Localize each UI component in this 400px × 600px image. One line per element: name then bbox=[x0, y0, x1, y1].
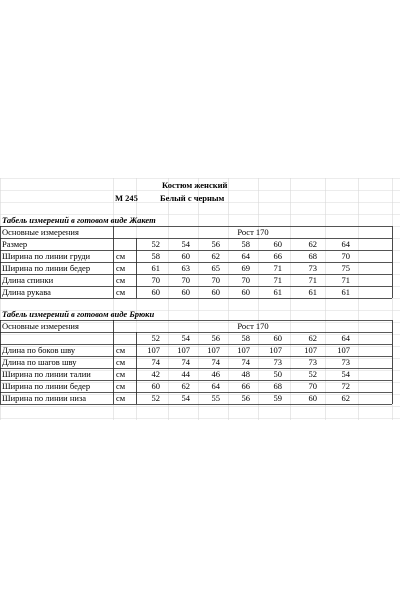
measurement-value: 74 bbox=[181, 357, 190, 367]
size-value: 60 bbox=[273, 239, 282, 249]
measurement-value: 70 bbox=[151, 275, 160, 285]
measurement-label: Длина по шагов шву bbox=[2, 357, 77, 367]
model-color: Белый с черным bbox=[160, 193, 225, 203]
size-value: 62 bbox=[308, 239, 317, 249]
measurement-value: 73 bbox=[341, 357, 350, 367]
measurement-value: 71 bbox=[273, 275, 282, 285]
size-value: 64 bbox=[341, 239, 350, 249]
measurement-value: 58 bbox=[151, 251, 160, 261]
measurement-value: 52 bbox=[151, 393, 160, 403]
measurement-value: 60 bbox=[181, 287, 190, 297]
size-value: 58 bbox=[241, 333, 250, 343]
measurement-value: 65 bbox=[211, 263, 220, 273]
measurement-value: 54 bbox=[181, 393, 190, 403]
measurement-value: 70 bbox=[308, 381, 317, 391]
document-title: Костюм женский bbox=[162, 180, 228, 190]
size-value: 52 bbox=[151, 239, 160, 249]
size-value: 56 bbox=[211, 239, 220, 249]
measurement-value: 60 bbox=[241, 287, 250, 297]
trousers-header-label: Основные измерения bbox=[2, 321, 79, 331]
measurement-value: 74 bbox=[151, 357, 160, 367]
size-value: 56 bbox=[211, 333, 220, 343]
measurement-unit: см bbox=[116, 357, 126, 367]
size-value: 58 bbox=[241, 239, 250, 249]
measurement-label: Длина рукава bbox=[2, 287, 51, 297]
measurement-label: Длина спинки bbox=[2, 275, 54, 285]
measurement-unit: см bbox=[116, 345, 126, 355]
measurement-value: 46 bbox=[211, 369, 220, 379]
measurement-value: 74 bbox=[241, 357, 250, 367]
measurement-value: 68 bbox=[273, 381, 282, 391]
measurement-value: 66 bbox=[241, 381, 250, 391]
measurement-value: 73 bbox=[308, 357, 317, 367]
measurement-value: 61 bbox=[341, 287, 350, 297]
measurement-label: Ширина по линии бедер bbox=[2, 263, 91, 273]
trousers-height-label: Рост 170 bbox=[237, 321, 269, 331]
measurement-unit: см bbox=[116, 275, 126, 285]
measurement-value: 107 bbox=[207, 345, 220, 355]
measurement-value: 64 bbox=[241, 251, 250, 261]
measurement-value: 73 bbox=[308, 263, 317, 273]
measurement-value: 61 bbox=[151, 263, 160, 273]
size-value: 64 bbox=[341, 333, 350, 343]
measurement-value: 50 bbox=[273, 369, 282, 379]
measurement-value: 66 bbox=[273, 251, 282, 261]
measurement-value: 54 bbox=[341, 369, 350, 379]
measurement-value: 70 bbox=[211, 275, 220, 285]
measurement-value: 69 bbox=[241, 263, 250, 273]
measurement-unit: см bbox=[116, 251, 126, 261]
model-number: М 245 bbox=[115, 193, 138, 203]
measurement-value: 48 bbox=[241, 369, 250, 379]
measurement-value: 55 bbox=[211, 393, 220, 403]
measurement-value: 62 bbox=[181, 381, 190, 391]
measurement-label: Ширина по линии груди bbox=[2, 251, 91, 261]
measurement-unit: см bbox=[116, 393, 126, 403]
measurement-value: 60 bbox=[151, 287, 160, 297]
measurement-value: 70 bbox=[181, 275, 190, 285]
jacket-height-label: Рост 170 bbox=[237, 227, 269, 237]
jacket-table-caption: Табель измерений в готовом виде Жакет bbox=[2, 215, 156, 225]
measurement-value: 60 bbox=[308, 393, 317, 403]
size-value: 62 bbox=[308, 333, 317, 343]
measurement-value: 107 bbox=[177, 345, 190, 355]
measurement-value: 52 bbox=[308, 369, 317, 379]
measurement-value: 63 bbox=[181, 263, 190, 273]
measurement-value: 71 bbox=[273, 263, 282, 273]
measurement-value: 71 bbox=[341, 275, 350, 285]
measurement-value: 62 bbox=[211, 251, 220, 261]
jacket-size-label: Размер bbox=[2, 239, 28, 249]
measurement-value: 107 bbox=[304, 345, 317, 355]
measurement-value: 60 bbox=[181, 251, 190, 261]
measurement-value: 62 bbox=[341, 393, 350, 403]
measurement-label: Ширина по линии низа bbox=[2, 393, 87, 403]
measurement-value: 70 bbox=[241, 275, 250, 285]
jacket-header-label: Основные измерения bbox=[2, 227, 79, 237]
size-value: 60 bbox=[273, 333, 282, 343]
measurement-label: Ширина по линии бедер bbox=[2, 381, 91, 391]
measurement-label: Длина по боков шву bbox=[2, 345, 76, 355]
measurement-value: 64 bbox=[211, 381, 220, 391]
measurement-value: 44 bbox=[181, 369, 190, 379]
measurement-value: 107 bbox=[237, 345, 250, 355]
measurement-unit: см bbox=[116, 287, 126, 297]
size-value: 54 bbox=[181, 333, 190, 343]
measurement-value: 42 bbox=[151, 369, 160, 379]
measurement-value: 70 bbox=[341, 251, 350, 261]
measurement-value: 107 bbox=[337, 345, 350, 355]
measurement-value: 107 bbox=[147, 345, 160, 355]
measurement-value: 107 bbox=[269, 345, 282, 355]
size-value: 52 bbox=[151, 333, 160, 343]
measurement-value: 75 bbox=[341, 263, 350, 273]
measurement-value: 61 bbox=[308, 287, 317, 297]
measurement-unit: см bbox=[116, 369, 126, 379]
measurement-value: 56 bbox=[241, 393, 250, 403]
measurement-unit: см bbox=[116, 381, 126, 391]
measurement-value: 61 bbox=[273, 287, 282, 297]
measurement-unit: см bbox=[116, 263, 126, 273]
measurement-value: 72 bbox=[341, 381, 350, 391]
measurement-value: 60 bbox=[151, 381, 160, 391]
size-value: 54 bbox=[181, 239, 190, 249]
measurement-value: 73 bbox=[273, 357, 282, 367]
measurement-value: 71 bbox=[308, 275, 317, 285]
measurement-value: 59 bbox=[273, 393, 282, 403]
trousers-table-caption: Табель измерений в готовом виде Брюки bbox=[2, 309, 155, 319]
measurement-value: 60 bbox=[211, 287, 220, 297]
measurement-value: 74 bbox=[211, 357, 220, 367]
measurement-label: Ширина по линии талии bbox=[2, 369, 91, 379]
measurement-value: 68 bbox=[308, 251, 317, 261]
